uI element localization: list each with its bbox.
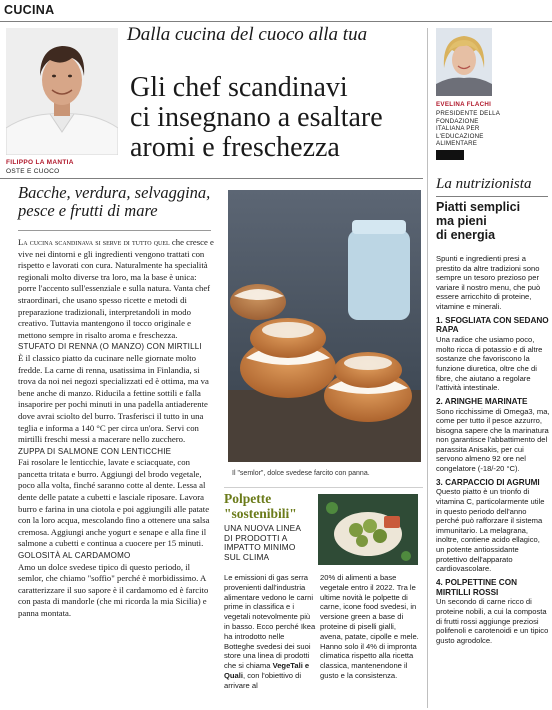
polpette-text: Le emissioni di gas serra provenienti dall'industria alimentare vedono le carni prime in classifica e i vegetali notevolmente più in basso. Ecco perché Ikea ha introdotto nelle Botteghe svedesi dei suoi store una linea di prodotti che si chiama	[224, 573, 316, 671]
nutri-item	[436, 397, 550, 474]
chef-name: FILIPPO LA MANTIA	[6, 159, 74, 166]
role-line: ITALIANA PER	[436, 125, 480, 133]
polpette-title	[224, 492, 324, 521]
nutri-item-heading: 3. CARPACCIO DI AGRUMI	[436, 477, 540, 487]
nutritionist-photo	[436, 28, 492, 96]
story-body	[18, 237, 216, 620]
section-label: CUCINA	[4, 3, 55, 17]
nutri-item-text: Questo piatto è un trionfo di vitamina C, particolarmente utile in questo periodo dell'anno perché può rafforzare il sistema immunitario. La melagrana, inoltre, contiene acido ellagico, un potente antiossidante protettivo dell'apparato cardiovascolare.	[436, 487, 545, 574]
top-rule	[0, 21, 552, 22]
nutritionist-title	[436, 201, 550, 242]
nutritionist-body	[436, 254, 550, 649]
decorative-bar	[436, 150, 464, 160]
polpette-subtitle	[224, 524, 324, 562]
headline-line-1: Gli chef scandinavi	[130, 72, 348, 103]
nutri-title-line: ma pieni	[436, 213, 487, 228]
story-deck	[18, 184, 218, 220]
recipe-heading: STUFATO DI RENNA (O MANZO) CON MIRTILLI	[18, 342, 202, 352]
polpette-sub-line: SUL CLIMA	[224, 551, 270, 562]
role-line: ALIMENTARE	[436, 140, 478, 148]
semlor-photo	[228, 190, 421, 462]
polpette-title-line: "sostenibili"	[224, 505, 297, 521]
nutri-item-text: Una radice che usiamo poco, molto ricca di potassio e di altre sostanze che favoriscono la funzione diuretica, oltre che di fibre, che aiutano a regolare l'attività intestinale.	[436, 335, 543, 393]
nutritionist-name: EVELINA FLACHI	[436, 101, 492, 108]
role-line: PRESIDENTE DELLA	[436, 110, 501, 117]
nutri-intro: Spunti e ingredienti presi a prestito da altre tradizioni sono sempre un tesoro prezioso per variare il nostro menu, che può essere arricchito di proteine, vitamine e minerali.	[436, 254, 541, 311]
polpette-column-2: 20% di alimenti a base vegetale entro il 2022. Tra le ultime novità le polpette di carne, icone food svedesi, in versione green a base di proteine di piselli gialli, avena, patate, cipolle e mele. Hanno solo il 4% di impronta climatica rispetto alla ricetta classica, mantenendone il gusto e la consistenza.	[320, 573, 419, 680]
role-line: L'EDUCAZIONE	[436, 132, 484, 140]
nutri-item-text: Un secondo di carne ricco di proteine nobili, a cui la composta di frutti rossi aggiunge preziosi polifenoli e carotenoidi e un tipico gusto agrodolce.	[436, 597, 549, 645]
deck-line-1: Bacche, verdura, selvaggina,	[18, 183, 211, 202]
nutri-item	[436, 478, 550, 574]
deck-rule	[18, 230, 211, 231]
headline	[130, 73, 420, 163]
nutritionist-section-label: La nutrizionista	[436, 176, 532, 192]
nutritionist-rule	[436, 196, 548, 197]
chef-photo	[6, 28, 118, 155]
polpette-sub-line: DI PRODOTTI A	[224, 532, 288, 543]
deck-line-2: pesce e frutti di mare	[18, 201, 158, 220]
nutri-item	[436, 578, 550, 646]
role-line: FONDAZIONE	[436, 117, 479, 125]
nutri-item	[436, 316, 550, 393]
nutri-item-heading: 4. POLPETTINE CON MIRTILLI ROSSI	[436, 577, 517, 597]
recipe-text: Amo un dolce svedese tipico di questo periodo, il semlor, che chiamo "soffio" perché è morbidissimo. A caratterizzare il suo sapore è il cardamomo ed è farcito con pasta di mandorle (che mi ricorda la mia Sicilia) e panna montata.	[18, 561, 209, 618]
box-rule	[224, 487, 423, 488]
photo-caption: Il "semlor", dolce svedese farcito con panna.	[232, 470, 370, 477]
kicker: Dalla cucina del cuoco alla tua	[127, 24, 368, 45]
polpette-column-1	[224, 573, 316, 691]
recipe-heading: ZUPPA DI SALMONE CON LENTICCHIE	[18, 446, 172, 456]
section-rule	[0, 178, 423, 179]
nutri-item-text: Sono ricchissime di Omega3, ma, come per tutto il pesce azzurro, bisogna sapere che la marinatura non garantisce l'abbattimento del parassita Anisakis, per cui servono almeno 92 ore nel congelatore (-18/-20 °C).	[436, 406, 550, 474]
recipe-heading: GOLOSITÀ AL CARDAMOMO	[18, 551, 131, 561]
meatballs-photo	[318, 494, 418, 565]
headline-line-2: ci insegnano a esaltare	[130, 102, 383, 133]
nutri-title-line: Piatti semplici	[436, 200, 521, 214]
polpette-text: , con l'obiettivo di arrivare al	[224, 670, 302, 690]
product-line-name: VegeTali e Quali	[224, 661, 310, 680]
nutri-title-line: di energia	[436, 227, 496, 242]
column-divider	[427, 28, 428, 708]
recipe-text: È il classico piatto da cucinare nelle giornate molto fredde. La carne di renna, usatissima in Finlandia, si trova da noi nei negozi specializzati ed è ottima, ma va bene anche di manzo. Riducila a fettine sottili e falla insaporire per pochi minuti in una padella antiaderente dove avrai sciolto del burro. Trasferisci il tutto in una teglia e informa a 140 °C per circa un'ora. Servi con mirtilli freschi messi a macerare nello zucchero.	[18, 352, 209, 445]
chef-role: OSTE E CUOCO	[6, 168, 60, 175]
nutritionist-role	[436, 110, 546, 148]
nutri-item-heading: 1. SFOGLIATA CON SEDANO RAPA	[436, 315, 549, 335]
polpette-sub-line: UNA NUOVA LINEA	[224, 523, 302, 533]
headline-line-3: aromi e freschezza	[130, 132, 340, 163]
polpette-title-line: Polpette	[224, 491, 272, 506]
story-intro-lead: La cucina scandinava si serve di tutto quel	[18, 237, 170, 247]
story-intro: che cresce e vive nei dintorni e gli ingredienti vengono trattati con rispetto e lavorati con cura. Naturalmente ha specialità regionali molto diverse tra loro, ma la base è unica: porre l'accento sull'essenziale e sulla natura. Vanta chef straordinari, che usano spesso ricette e metodi di preparazione tradizionali, interpretandoli in modo creativo. Tuttavia mantengono il tocco originale e mettono sempre in risalto aroma e freschezza.	[18, 237, 214, 340]
nutri-item-heading: 2. ARINGHE MARINATE	[436, 396, 528, 406]
recipe-text: Fai rosolare le lenticchie, lavate e sciacquate, con pancetta tritata e burro. Aggiungi del brodo vegetale, poco alla volta, finché saranno cotte al dente. Lessa al dente delle patate a cubetti e lasciale riposare. Lavora burro e farina in una ciotola e poi aggiungili alle patate con la loro acqua, mescolando fino a ottenere una salsa cremosa. Aggiungi anche yogurt e senape e alla fine il salmone a cubetti e continua a cuocere per 15 minuti.	[18, 457, 210, 549]
polpette-sub-line: IMPATTO MINIMO	[224, 542, 296, 553]
